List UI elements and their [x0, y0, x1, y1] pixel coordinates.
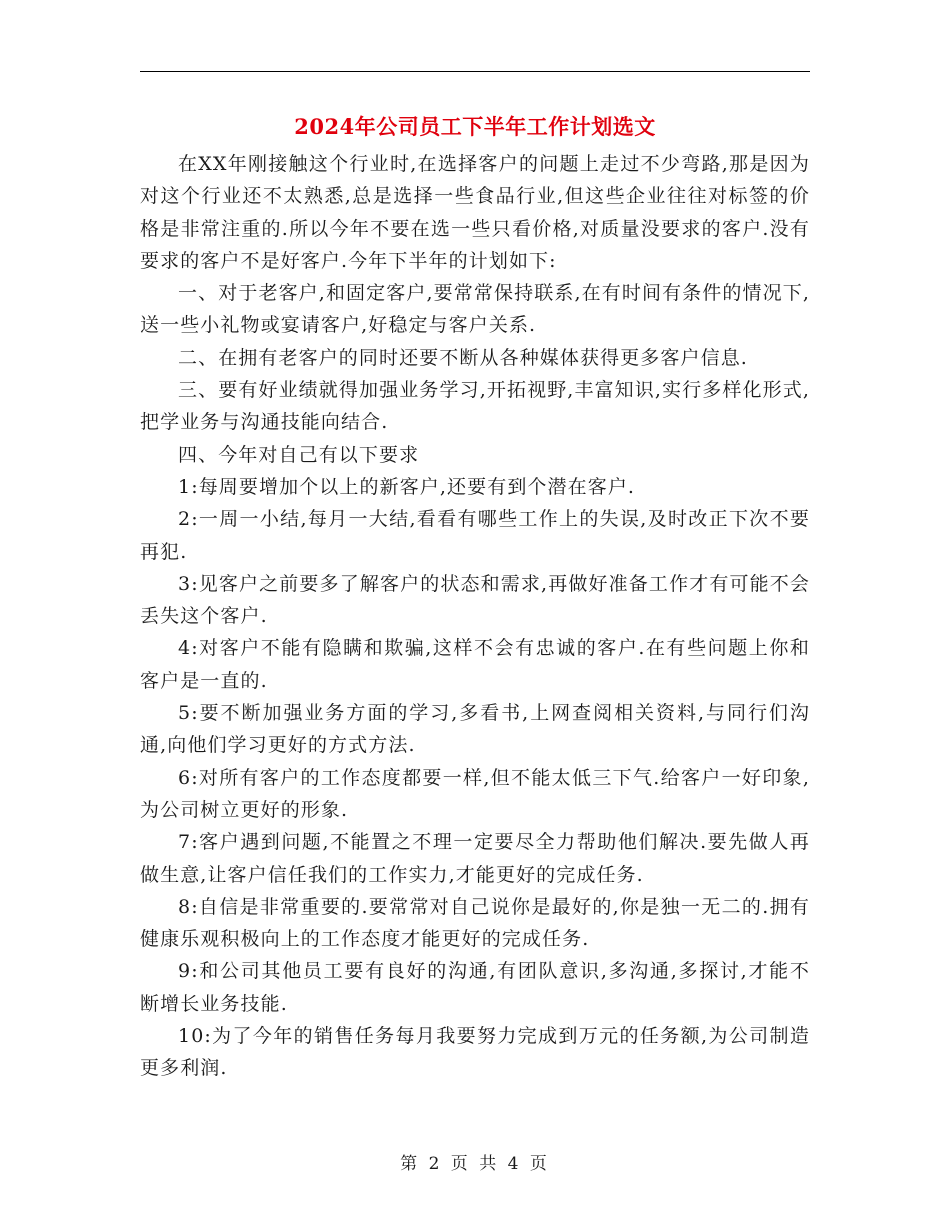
requirement-5: 5:要不断加强业务方面的学习,多看书,上网查阅相关资料,与同行们沟通,向他们学习更好的方式方法. — [140, 702, 810, 757]
requirement-3: 3:见客户之前要多了解客户的状态和需求,再做好准备工作才有可能不会丢失这个客户. — [140, 572, 810, 628]
requirement-2: 2:一周一小结,每月一大结,看看有哪些工作上的失误,及时改正下次不要再犯. — [140, 508, 810, 563]
paragraph-item-2: 二、在拥有老客户的同时还要不断从各种媒体获得更多客户信息. — [178, 346, 748, 369]
requirement-7: 7:客户遇到问题,不能置之不理一定要尽全力帮助他们解决.要先做人再做生意,让客户信任我们的工作实力,才能更好的完成任务. — [140, 831, 810, 886]
requirement-6: 6:对所有客户的工作态度都要一样,但不能太低三下气.给客户一好印象,为公司树立更好的形象. — [140, 766, 810, 821]
requirement-1: 1:每周要增加个以上的新客户,还要有到个潜在客户. — [178, 475, 636, 498]
requirement-8: 8:自信是非常重要的.要常常对自己说你是最好的,你是独一无二的.拥有健康乐观积极向上的工作态度才能更好的完成任务. — [140, 895, 810, 951]
page-footer: 第 2 页 共 4 页 — [400, 1154, 550, 1174]
paragraph-item-1: 一、对于老客户,和固定客户,要常常保持联系,在有时间有条件的情况下,送一些小礼物或宴请客户,好稳定与客户关系. — [140, 282, 810, 337]
requirement-4: 4:对客户不能有隐瞒和欺骗,这样不会有忠诚的客户.在有些问题上你和客户是一直的. — [140, 637, 810, 692]
document-body — [140, 148, 810, 1085]
paragraph-item-3: 三、要有好业绩就得加强业务学习,开拓视野,丰富知识,实行多样化形式,把学业务与沟通技能向结合. — [140, 379, 810, 434]
header-rule — [140, 71, 810, 72]
paragraph-intro: 在XX年刚接触这个行业时,在选择客户的问题上走过不少弯路,那是因为对这个行业还不太熟悉,总是选择一些食品行业,但这些企业往往对标签的价格是非常注重的.所以今年不要在选一些只看价格,对质量没要求的客户.没有要求的客户不是好客户.今年下半年的计划如下: — [140, 153, 810, 272]
document-title: 2024年公司员工下半年工作计划选文 — [294, 114, 656, 139]
requirement-10: 10:为了今年的销售任务每月我要努力完成到万元的任务额,为公司制造更多利润. — [140, 1025, 810, 1080]
requirement-9: 9:和公司其他员工要有良好的沟通,有团队意识,多沟通,多探讨,才能不断增长业务技能. — [140, 960, 810, 1015]
paragraph-item-4: 四、今年对自己有以下要求 — [178, 443, 420, 466]
